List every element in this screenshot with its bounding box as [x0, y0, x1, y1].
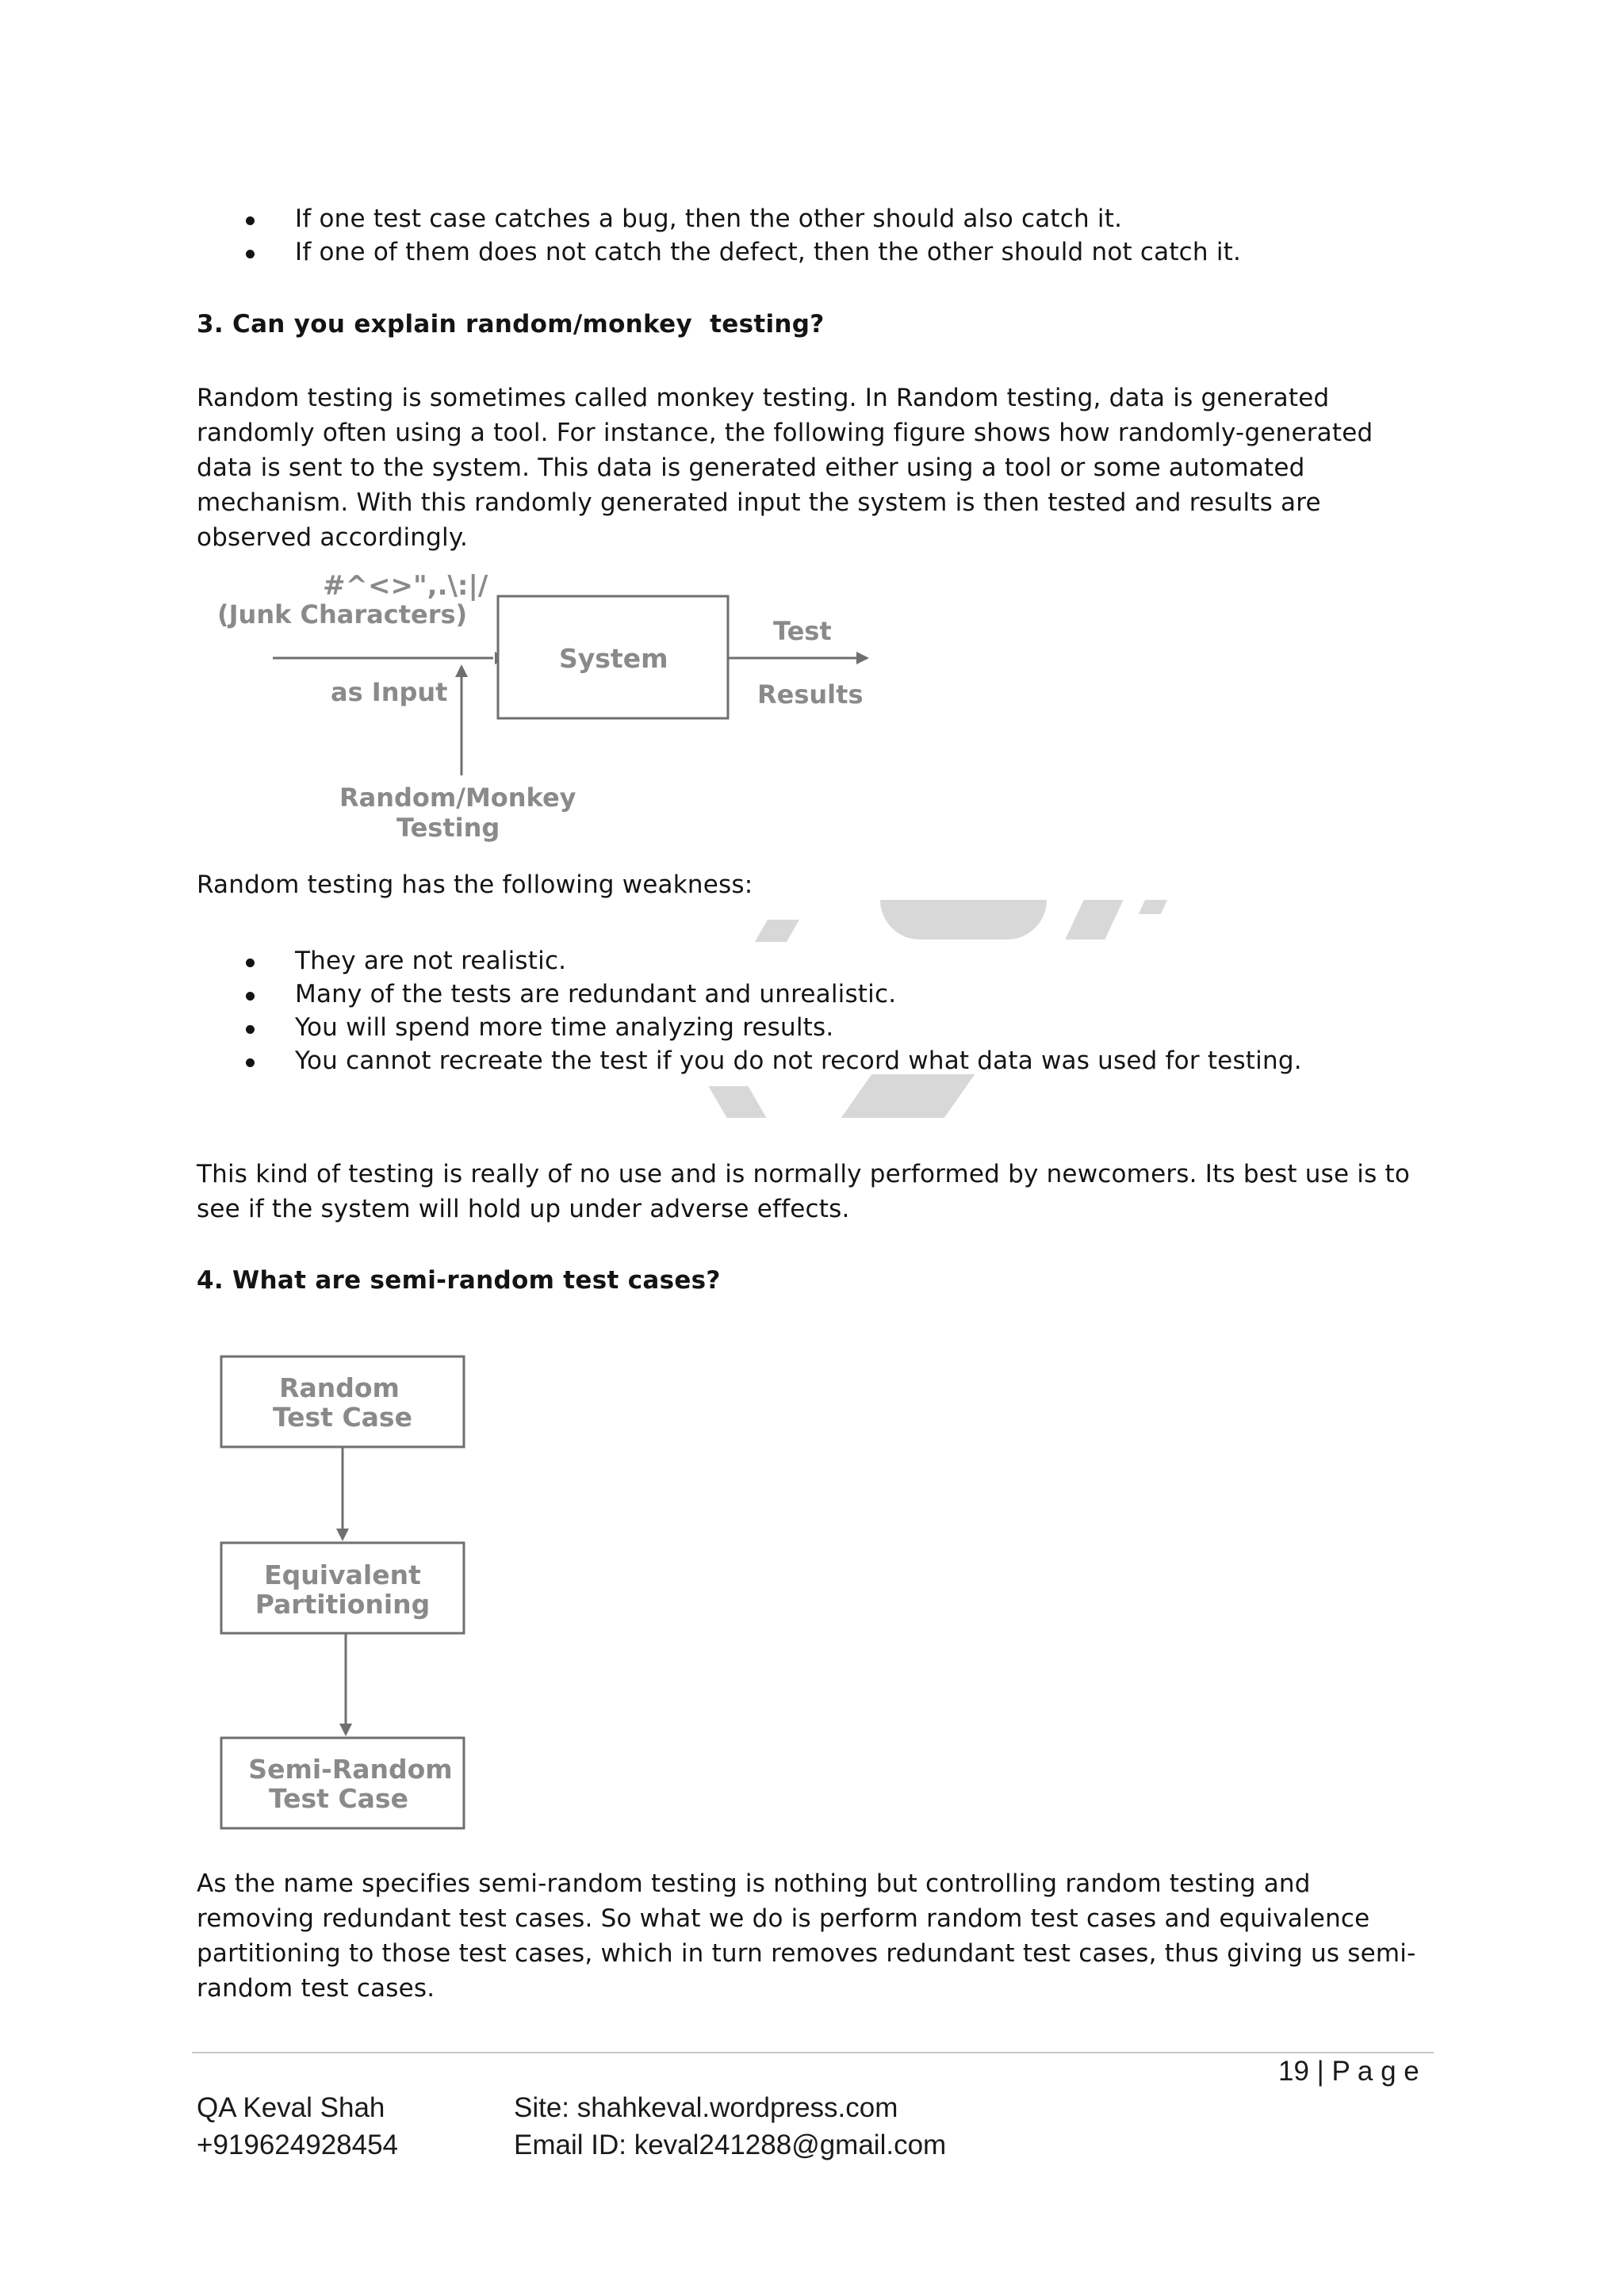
box2-line1: Equivalent: [264, 1559, 421, 1590]
random-monkey-label: Random/Monkey: [339, 783, 576, 813]
section4-heading: 4. What are semi-random test cases?: [197, 1266, 721, 1295]
bullet-icon: [246, 1058, 255, 1067]
watermark-shape: [708, 1086, 766, 1118]
page-number: 19 | P a g e: [1278, 2056, 1419, 2087]
box1-line1: Random: [279, 1372, 400, 1403]
box3-line2: Test Case: [269, 1783, 408, 1814]
watermark-shape: [1065, 900, 1123, 939]
list-item: They are not realistic.: [197, 944, 1465, 978]
bullet-icon: [246, 992, 255, 1001]
flow-arrow-1-head: [336, 1529, 349, 1541]
top-bullet-list: [197, 202, 1465, 269]
footer-email: Email ID: keval241288@gmail.com: [514, 2130, 947, 2160]
watermark-shape: [1139, 900, 1167, 914]
junk-characters-label: (Junk Characters): [217, 599, 468, 629]
flow-arrow-2-head: [339, 1724, 352, 1736]
semi-random-flow-diagram: [214, 1348, 476, 1831]
box1-line2: Test Case: [273, 1402, 412, 1433]
results-label: Results: [757, 679, 864, 710]
bullet-icon: [246, 216, 255, 225]
section3-paragraph: Random testing is sometimes called monkey testing. In Random testing, data is generated randomly often using a tool. For instance, the following figure shows how randomly-generated data is sent to the system. This data is generated either using a tool or some automated mechanism. With this randomly generated input the system is then tested and results are observed accordingly.: [197, 384, 1373, 552]
output-arrow-head: [856, 652, 869, 664]
watermark-shape: [880, 900, 1047, 939]
list-item: If one of them does not catch the defect, then the other should not catch it.: [197, 235, 1465, 269]
bullet-icon: [246, 1025, 255, 1034]
monkey-arrow-head: [455, 664, 468, 677]
footer-phone: +919624928454: [197, 2130, 399, 2160]
weakness-list: [197, 944, 1465, 1077]
box3-line1: Semi-Random: [248, 1754, 453, 1785]
bullet-icon: [246, 250, 255, 258]
monkey-testing-diagram: [206, 564, 888, 850]
section3-heading: 3. Can you explain random/monkey testing?: [197, 310, 825, 339]
junk-symbols-label: #^<>",.\:|/: [323, 570, 488, 602]
list-item: If one test case catches a bug, then the other should also catch it.: [197, 202, 1465, 235]
as-input-label: as Input: [331, 677, 448, 707]
weakness-intro: Random testing has the following weakness:: [197, 871, 753, 899]
testing-label: Testing: [396, 813, 500, 843]
footer-site: Site: shahkeval.wordpress.com: [514, 2092, 898, 2123]
list-item: You cannot recreate the test if you do not record what data was used for testing.: [197, 1044, 1465, 1077]
bullet-icon: [246, 959, 255, 967]
watermark-shape: [755, 920, 799, 942]
list-item: Many of the tests are redundant and unrealistic.: [197, 978, 1465, 1011]
list-item: You will spend more time analyzing results.: [197, 1011, 1465, 1044]
system-label: System: [559, 643, 668, 674]
watermark-shape: [841, 1074, 975, 1118]
footer-author: QA Keval Shah: [197, 2092, 385, 2123]
footer-divider: [192, 2052, 1434, 2053]
test-label: Test: [773, 616, 832, 646]
section3-closing: This kind of testing is really of no use and is normally performed by newcomers. Its best use is to see if the system will hold up under adverse effects.: [197, 1160, 1411, 1223]
section4-paragraph: As the name specifies semi-random testing is nothing but controlling random testing and removing redundant test cases. So what we do is perform random test cases and equivalence partitioning to those test cases, which in turn removes redundant test cases, thus giving us semi-random test cases.: [197, 1869, 1416, 2003]
box2-line2: Partitioning: [255, 1589, 431, 1620]
